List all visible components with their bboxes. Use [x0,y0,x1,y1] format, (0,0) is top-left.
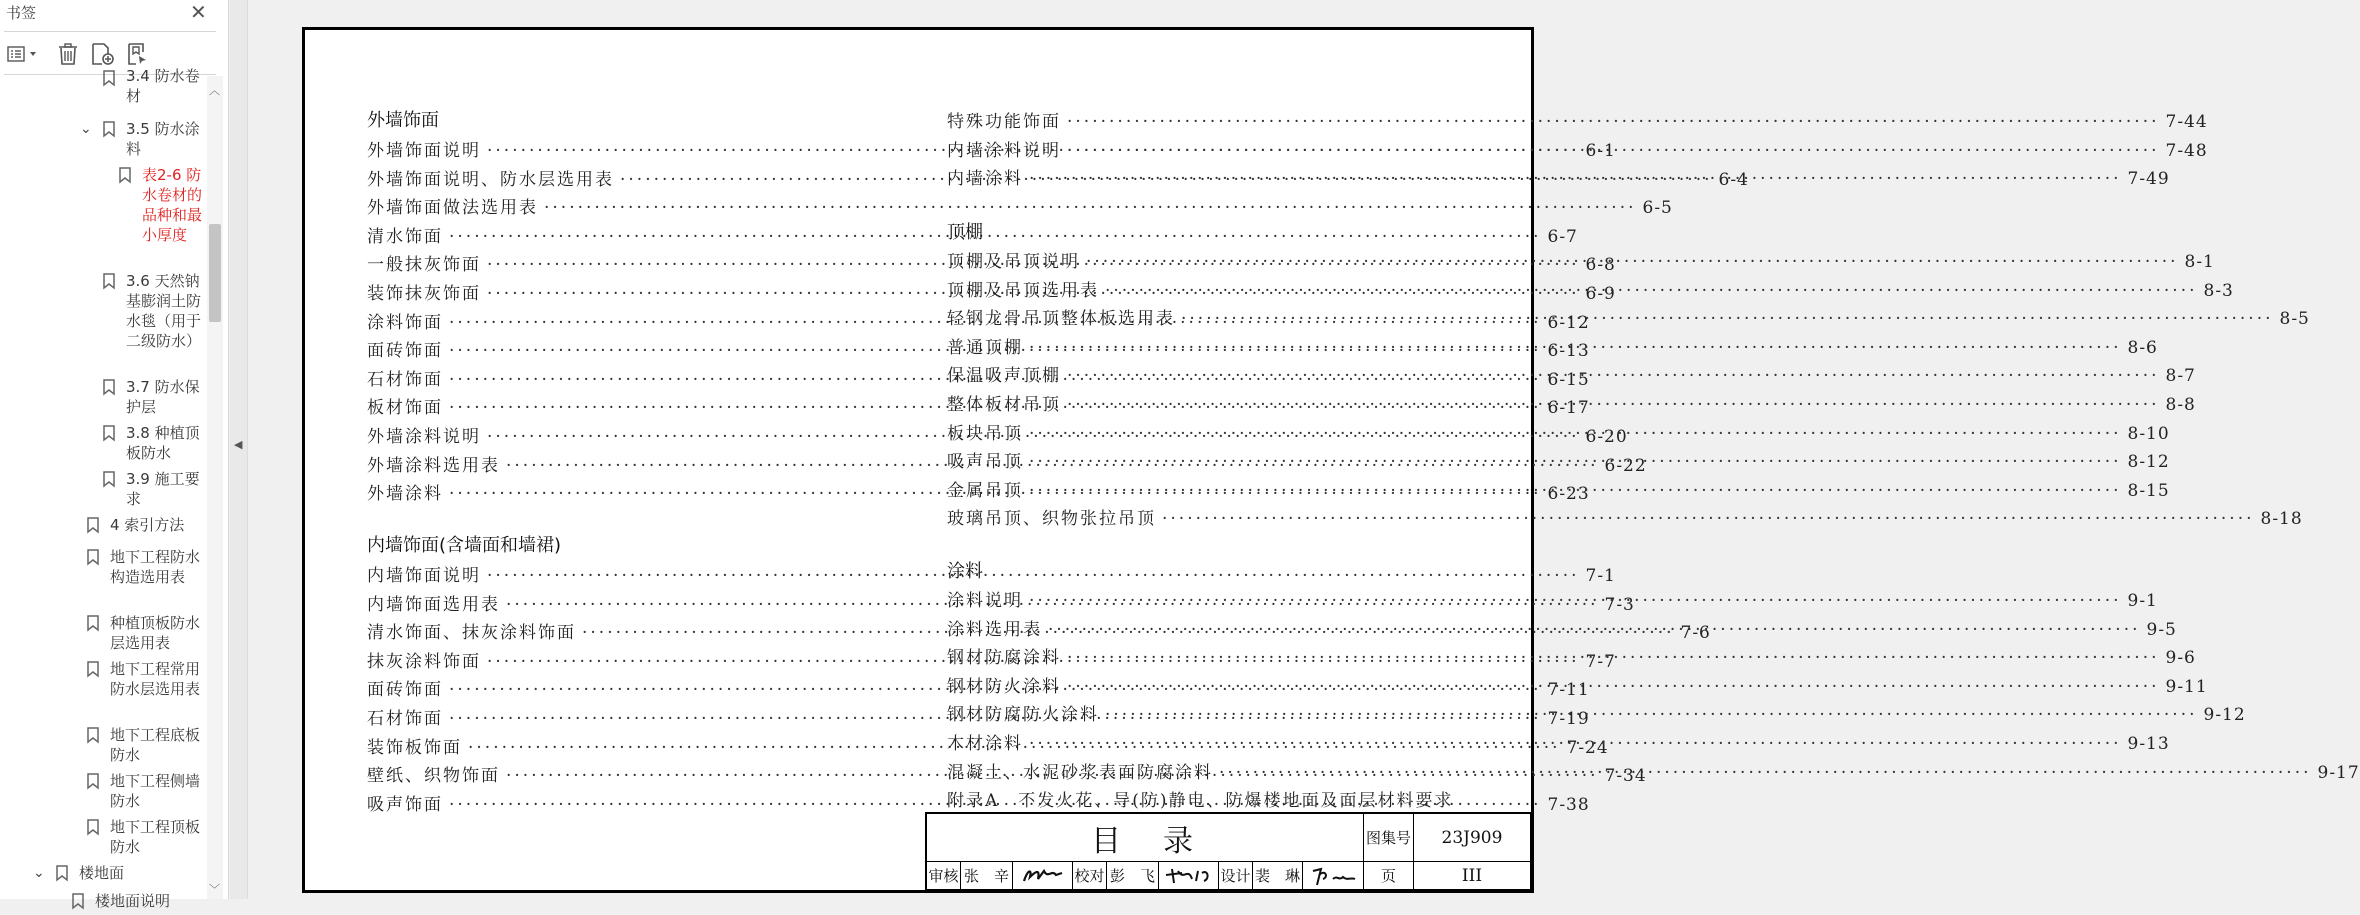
toc-entry-title: 外墙饰面说明 [367,141,481,161]
bookmark-label: 3.9 施工要求 [126,470,200,508]
toc-entry-title: 木材涂料 [947,734,1023,754]
divider [4,31,216,32]
document-page [302,27,2360,893]
toc-leader-dots [1029,734,2122,754]
bookmark-item-3-5[interactable] [0,119,208,163]
toc-leader-dots [1067,677,2160,697]
toc-entry[interactable] [367,193,1673,219]
options-dropdown-icon[interactable] [5,41,41,67]
toc-entry-page: 8-15 [2127,480,2170,501]
bookmark-icon [103,471,115,487]
toc-entry-title: 整体板材吊顶 [947,395,1061,415]
toc-leader-dots [1029,169,2122,189]
toc-entry-title: 吸声吊顶 [947,452,1023,473]
toc-entry-page: 9-13 [2127,734,2170,754]
bookmark-label: 3.7 防水保护层 [126,378,200,416]
bookmark-item-planting-roof[interactable] [0,613,208,657]
toc-entry-title: 涂料饰面 [367,312,443,333]
toc-entry-title: 面砖饰面 [367,341,443,362]
toc-leader-dots [1029,481,2122,501]
bookmark-item-underground-roof[interactable] [0,817,208,861]
close-icon[interactable]: ✕ [190,0,207,24]
bookmark-label: 地下工程顶板防水 [110,818,201,856]
bookmark-icon [103,121,115,137]
toc-entry-title: 顶棚及吊顶选用表 [947,280,1099,301]
toc-entry-page: 6-22 [1604,455,1647,476]
toc-leader-dots [1067,112,2160,132]
toc-entry-page: 6-1 [1585,141,1616,161]
toc-entry-title: 涂料选用表 [947,619,1042,640]
toc-entry-title: 外墙饰面说明、防水层选用表 [367,169,614,190]
toc-entry-page: 7-19 [1547,709,1590,729]
toc-leader-dots [1181,309,2274,329]
bookmark-label: 3.8 种植顶板防水 [126,424,200,462]
bookmark-item-3-8[interactable] [0,423,208,467]
bookmark-icon [87,661,99,677]
bookmark-label: 种植顶板防水层选用表 [110,614,201,652]
toc-entry-page: 6-8 [1585,255,1616,276]
toc-entry-title: 板材饰面 [367,398,443,419]
toc-entry-title: 特殊功能饰面 [947,112,1061,132]
toc-entry-page: 8-5 [2279,309,2310,330]
toc-section-heading: 外墙饰面 [367,110,439,131]
toc-entry-title: 轻钢龙骨吊顶整体板选用表 [947,309,1175,330]
toc-section-heading: 顶棚 [947,222,983,243]
bookmark-label: 地下工程防水构造选用表 [110,548,201,586]
review-label: 审核 [927,862,961,890]
toc-entry-title: 内墙饰面选用表 [367,594,500,615]
delete-bookmark-icon[interactable] [55,41,81,67]
bookmark-label: 地下工程常用防水层选用表 [110,660,201,698]
title-block-title: 目 录 [927,814,1364,862]
bookmark-item-underground-wall[interactable] [0,771,208,815]
reviewer-signature [1013,862,1073,890]
toc-entry-title: 装饰抹灰饰面 [367,284,481,304]
toc-entry-page: 8-3 [2203,280,2234,301]
toc-leader-dots [1029,591,2122,611]
bookmark-icon [103,425,115,441]
toc-section-heading: 涂料 [947,561,983,582]
page-number: III [1414,862,1531,890]
bookmark-icon [87,517,99,533]
checker-name: 彭 飞 [1107,862,1159,890]
toc-entry-title: 混凝土、水泥砂浆表面防腐涂料 [947,762,1213,783]
toc-section-heading: 内墙饰面(含墙面和墙裙) [367,535,562,556]
atlas-label: 图集号 [1364,814,1414,862]
bookmark-icon [72,893,84,909]
toc-entry-page: 7-24 [1566,737,1609,758]
bookmark-panel-title: 书签 [6,4,37,22]
bookmark-item-table-2-6[interactable] [0,165,208,265]
bookmark-item-floor[interactable] [0,863,208,887]
toc-leader-dots [1029,452,2122,472]
toc-appendix-entry[interactable]: 附录A 不发火花、导(防)静电、防爆楼地面及面层材料要求 [947,791,1454,812]
toc-entry-page: 6-15 [1547,369,1590,390]
bookmark-scrollbar[interactable] [207,76,223,899]
bookmark-panel-header [0,0,229,28]
bookmark-item-3-4[interactable] [0,66,208,110]
toc-entry-title: 内墙饰面说明 [367,566,481,586]
bookmark-icon [56,865,68,881]
toc-entry-page: 7-6 [1680,623,1711,644]
chevron-up-icon[interactable]: ︿ [209,84,220,97]
designer-signature [1303,862,1364,890]
bookmark-icon [119,167,131,183]
toc-entry-title: 涂料说明 [947,591,1023,611]
chevron-down-icon[interactable]: ⌄ [33,865,45,881]
toc-entry-title: 壁纸、织物饰面 [367,766,500,787]
bookmark-icon [87,549,99,565]
toc-leader-dots [1067,648,2160,668]
toc-entry-title: 清水饰面、抹灰涂料饰面 [367,623,576,644]
bookmark-icon [103,379,115,395]
check-label: 校对 [1073,862,1107,890]
toc-entry-title: 顶棚及吊顶说明 [947,252,1080,272]
toc-entry-page: 8-12 [2127,452,2170,473]
bookmark-label: 3.5 防水涂料 [126,120,200,158]
toc-entry-page: 7-7 [1585,651,1616,672]
toc-entry-page: 6-7 [1547,226,1578,247]
toc-entry-page: 8-10 [2127,423,2170,444]
toc-entry-page: 7-1 [1585,566,1616,586]
bookmark-item-underground-construction[interactable] [0,547,208,611]
toc-entry[interactable] [947,504,2303,530]
bookmark-tree [0,67,208,910]
toc-entry-page: 7-38 [1547,794,1590,815]
toc-leader-dots [1029,424,2122,444]
designer-name: 裴 琳 [1253,862,1303,890]
toc-entry-title: 内墙涂料说明 [947,140,1061,161]
toc-leader-dots [1048,620,2141,640]
toc-entry-title: 抹灰涂料饰面 [367,651,481,672]
toc-entry-title: 外墙涂料说明 [367,427,481,447]
toc-entry-page: 8-7 [2165,366,2196,387]
toc-entry-page: 8-6 [2127,337,2158,358]
design-label: 设计 [1219,862,1253,890]
toc-leader-dots [1029,338,2122,358]
toc-entry-title: 外墙涂料 [367,484,443,505]
bookmark-label: 地下工程底板防水 [110,726,201,764]
toc-entry-page: 9-17 [2317,762,2360,783]
bookmark-icon [87,615,99,631]
toc-entry-page: 6-13 [1547,341,1590,362]
toc-entry-page: 6-20 [1585,427,1628,447]
toc-entry-title: 石材饰面 [367,369,443,390]
scrollbar-thumb[interactable] [209,224,221,322]
toc-entry-title: 石材饰面 [367,709,443,729]
toc-leader-dots [449,227,1542,247]
bookmark-search-icon[interactable] [125,41,151,67]
bookmark-icon [103,273,115,289]
toc-entry-title: 内墙涂料 [947,169,1023,190]
toc-leader-dots [1105,705,2198,725]
toc-leader-dots [1067,141,2160,161]
toc-leader-dots [1219,763,2312,783]
bookmark-icon [103,70,115,86]
toc-entry-title: 装饰板饰面 [367,737,462,758]
toc-entry-title: 板块吊顶 [947,423,1023,444]
toc-entry-title: 外墙饰面做法选用表 [367,198,538,219]
atlas-number: 23J909 [1414,814,1531,862]
toc-entry-page: 9-5 [2146,619,2177,640]
toc-entry-page: 6-9 [1585,284,1616,304]
bookmark-item-3-9[interactable] [0,469,208,513]
bookmark-item-3-7[interactable] [0,377,208,421]
toc-entry-page: 9-12 [2203,705,2246,726]
chevron-down-icon[interactable]: ⌄ [80,121,92,137]
bookmark-label: 地下工程侧墙防水 [110,772,201,810]
toc-entry-page: 8-18 [2260,509,2303,530]
toc-entry-page: 6-17 [1547,398,1590,419]
toc-entry-title: 面砖饰面 [367,680,443,701]
bookmark-icon [87,773,99,789]
toc-entry-page: 9-6 [2165,648,2196,669]
toc-leader-dots [1162,509,2255,529]
toc-entry-page: 6-23 [1547,484,1590,505]
toc-entry-page: 7-48 [2165,140,2208,161]
reviewer-name: 张 辛 [961,862,1013,890]
toc-entry-title: 钢材防腐防火涂料 [947,705,1099,726]
toc-entry-title: 钢材防火涂料 [947,676,1061,697]
toc-entry-title: 普通顶棚 [947,337,1023,358]
toc-leader-dots [1086,252,2179,272]
bookmark-item-3-6[interactable] [0,271,208,371]
toc-entry-title: 清水饰面 [367,226,443,247]
toc-entry[interactable] [947,107,2208,132]
toc-entry-title: 金属吊顶 [947,480,1023,501]
bookmark-item-floor-notes[interactable] [0,891,208,915]
page-label: 页 [1364,862,1414,890]
toc-entry-page: 8-8 [2165,395,2196,415]
toc-entry-page: 6-4 [1718,169,1749,190]
toc-leader-dots [1105,281,2198,301]
title-block [925,812,1531,890]
toc-entry-page: 6-5 [1642,198,1673,219]
add-bookmark-icon[interactable] [89,41,117,67]
toc-leader-dots [1067,395,2160,415]
toc-entry-title: 玻璃吊顶、织物张拉吊顶 [947,509,1156,530]
bookmark-label: 4 索引方法 [110,516,185,534]
panel-splitter[interactable] [230,0,248,899]
bookmark-icon [87,819,99,835]
bookmark-item-4[interactable] [0,515,208,539]
toc-entry-page: 7-44 [2165,112,2208,132]
toc-leader-dots [1067,366,2160,386]
toc-entry-page: 7-49 [2127,169,2170,190]
bookmark-label: 楼地面说明 [95,892,171,910]
toc-leader-dots [487,566,1580,586]
toc-entry-title: 一般抹灰饰面 [367,255,481,276]
toc-entry-page: 9-11 [2165,676,2208,697]
toc-entry-page: 8-1 [2184,252,2215,272]
toc-entry-page: 7-11 [1547,680,1590,701]
toc-entry-title: 保温吸声顶棚 [947,366,1061,387]
toc-entry-title: 钢材防腐涂料 [947,648,1061,669]
chevron-down-icon[interactable]: ﹀ [209,883,220,896]
bookmark-label: 3.4 防水卷材 [126,67,200,105]
bookmark-item-underground-floor[interactable] [0,725,208,769]
bookmark-label: 3.6 天然钠基膨润土防水毯（用于二级防水） [126,272,202,350]
bookmark-label: 表2-6 防水卷材的品种和最小厚度 [142,166,203,244]
bookmark-item-underground-common[interactable] [0,659,208,723]
checker-signature [1159,862,1219,890]
collapse-panel-icon[interactable]: ◀ [234,438,243,451]
toc-entry-page: 7-34 [1604,766,1647,787]
toc-entry-page: 9-1 [2127,591,2158,611]
bookmark-label: 楼地面 [79,864,125,882]
toc-entry-page: 7-3 [1604,594,1635,615]
bookmark-panel [0,0,229,910]
toc-entry-title: 外墙涂料选用表 [367,455,500,476]
toc-entry-page: 6-12 [1547,312,1590,333]
toc-entry-title: 吸声饰面 [367,794,443,815]
bookmark-icon [87,727,99,743]
toc-leader-dots [544,198,1637,218]
